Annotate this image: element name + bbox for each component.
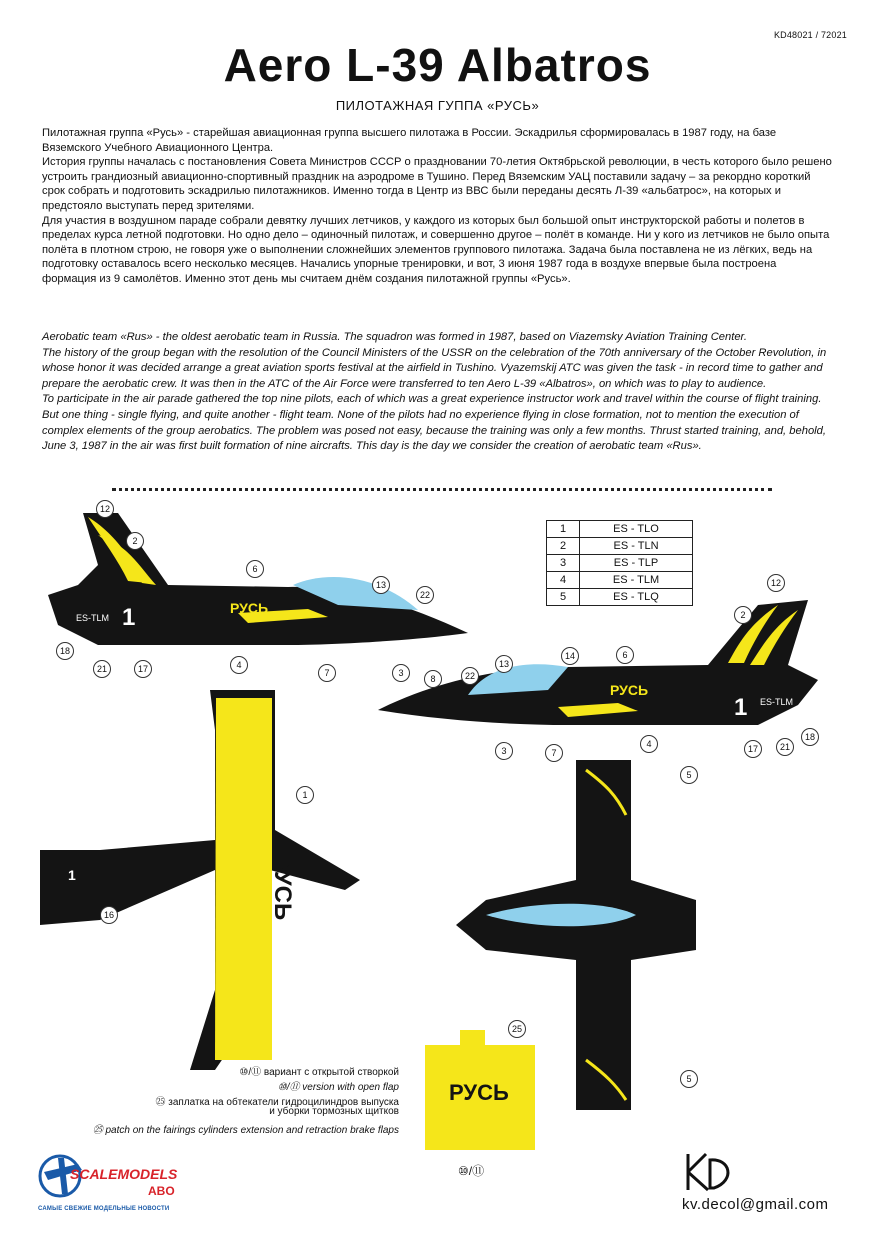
row-number: 3 — [547, 555, 580, 572]
page-subtitle: ПИЛОТАЖНАЯ ГУППА «РУСЬ» — [335, 98, 540, 113]
logo-text: SCALEMODELS — [70, 1166, 178, 1182]
callout-6: 6 — [616, 646, 634, 664]
callout-5: 5 — [680, 766, 698, 784]
callout-2: 2 — [126, 532, 144, 550]
russian-text — [42, 126, 832, 287]
table-row — [547, 538, 693, 555]
page-title: Aero L-39 Albatros — [223, 39, 652, 91]
callout-21: 21 — [93, 660, 111, 678]
callout-12: 12 — [767, 574, 785, 592]
right-profile-aircraft — [378, 585, 830, 735]
tail-code-text: ES-TLM — [760, 697, 794, 707]
legend-line-1: ⑩/⑪ вариант с открытой створкой — [239, 1067, 399, 1078]
callout-3: 3 — [392, 664, 410, 682]
logo-suffix: ABO — [148, 1184, 175, 1198]
kd-signature — [680, 1150, 740, 1194]
callout-18: 18 — [801, 728, 819, 746]
dotted-divider — [112, 488, 772, 491]
row-registration: ES - TLP — [580, 555, 693, 572]
table-row — [547, 521, 693, 538]
row-number: 5 — [547, 589, 580, 606]
row-registration: ES - TLQ — [580, 589, 693, 606]
en-paragraph-3: To participate in the air parade gathered the top nine pilots, each of which was a great experience instructor work and travel within the course of flight training. But one thing - single flying, and quite another - flight team. None of the pilots had no experience flying in close formation, not to mention the execution of complex elements of the group aerobatics. The problem was posed not easy, because the training was only a few months. Thrust started training, and, behold, June 3, 1987 in the air was first built formation of nine aircrafts. This day is the day we consider the creation of aerobatic team «Rus». — [42, 393, 826, 453]
callout-5: 5 — [680, 1070, 698, 1088]
callout-8: 8 — [424, 670, 442, 688]
english-text — [42, 330, 832, 455]
callout-4: 4 — [230, 656, 248, 674]
callout-10-11: ⑩/⑪ — [458, 1164, 485, 1178]
callout-6: 6 — [246, 560, 264, 578]
team-name-text: РУСЬ — [449, 1080, 509, 1105]
callout-22: 22 — [416, 586, 434, 604]
legend-line-2: ⑩/⑪ version with open flap — [277, 1082, 399, 1093]
top-view-aircraft — [40, 690, 370, 1070]
side-number-text: 1 — [734, 694, 748, 721]
callout-13: 13 — [372, 576, 390, 594]
callout-17: 17 — [744, 740, 762, 758]
callout-22: 22 — [461, 667, 479, 685]
callout-13: 13 — [495, 655, 513, 673]
callout-18: 18 — [56, 642, 74, 660]
callout-12: 12 — [96, 500, 114, 518]
ru-paragraph-2: История группы началась с постановления Совета Министров СССР о праздновании 70-летия Октябрьской революции, в честь которого было решено устроить грандиозный авиационно-спортивный праздник на аэродроме в Тушино. Перед Вяземским УАЦ поставили задачу – за рекордно короткий срок собрать и подготовить эскадрилью пилотажников. Именно тогда в Центр из ВВС были переданы десять Л-39 «альбатрос», на которых и предстояло выступать перед зрителями. — [42, 156, 832, 212]
legend-line-5: ㉕ patch on the fairings cylinders extension and retraction brake flaps — [92, 1125, 399, 1136]
en-paragraph-2: The history of the group began with the resolution of the Council Ministers of the USSR on the celebration of the 70th anniversary of the October Revolution, in whose honor it was decided arrange a great aviation sports festival at the airfield in Tushino. Vyazemskij ATC was given the task - in record time to gather and prepare the aerobatic crew. It was then in the ATC of the Air Force were transferred to ten Aero L-39 «Albatros», on which was to play to audience. — [42, 346, 827, 390]
callout-21: 21 — [776, 738, 794, 756]
callout-3: 3 — [495, 742, 513, 760]
row-registration: ES - TLN — [580, 538, 693, 555]
side-number-text: 1 — [68, 867, 76, 883]
ru-paragraph-3: Для участия в воздушном параде собрали девятку лучших летчиков, у каждого из которых был большой опыт инструкторской работы и полетов в пределах курса летной подготовки. Но одно дело – одиночный пилотаж, и совершенно другое – полёт в команде. Ни у кого из летчиков не было опыта полёта в плотном строю, не говоря уже о выполнении сложнейших элементов группового пилотажа. Задача была поставлена не из лёгких, ведь на подготовку оставалось всего несколько месяцев. Начались упорные тренировки, и вот, 3 июня 1987 года в воздухе впервые была построена формация из 9 самолётов. Именно этот день мы считаем днём создания пилотажной группы «Русь». — [42, 214, 830, 285]
ru-paragraph-1: Пилотажная группа «Русь» - старейшая авиационная группа высшего пилотажа в России. Эскадрилья сформировалась в 1987 году, на базе Вяземского Учебного Авиационного Центра. — [42, 127, 777, 154]
contact-email: kv.decol@gmail.com — [682, 1196, 829, 1213]
callout-2: 2 — [734, 606, 752, 624]
underside-detail — [425, 1030, 535, 1150]
row-number: 1 — [547, 521, 580, 538]
callout-7: 7 — [545, 744, 563, 762]
legend-line-3: ㉕ заплатка на обтекатели гидроцилиндров выпуска — [155, 1097, 399, 1108]
row-registration: ES - TLO — [580, 521, 693, 538]
callout-25: 25 — [508, 1020, 526, 1038]
legend-line-4: и уборки тормозных щитков — [269, 1106, 399, 1117]
team-name-text: РУСЬ — [230, 600, 269, 616]
logo-tagline: САМЫЕ СВЕЖИЕ МОДЕЛЬНЫЕ НОВОСТИ — [38, 1206, 170, 1212]
team-name-text: РУСЬ — [610, 682, 649, 698]
callout-7: 7 — [318, 664, 336, 682]
callout-1: 1 — [296, 786, 314, 804]
callout-17: 17 — [134, 660, 152, 678]
side-number-text: 1 — [122, 604, 136, 631]
en-paragraph-1: Aerobatic team «Rus» - the oldest aerobatic team in Russia. The squadron was formed in 1987, based on Viazemsky Aviation Training Center. — [42, 331, 747, 343]
row-registration: ES - TLM — [580, 572, 693, 589]
table-row — [547, 555, 693, 572]
row-number: 2 — [547, 538, 580, 555]
row-number: 4 — [547, 572, 580, 589]
callout-14: 14 — [561, 647, 579, 665]
tail-code-text: ES-TLM — [76, 613, 110, 623]
callout-4: 4 — [640, 735, 658, 753]
team-name-text: РУСЬ — [269, 855, 296, 921]
callout-16: 16 — [100, 906, 118, 924]
product-code: KD48021 / 72021 — [773, 30, 847, 40]
